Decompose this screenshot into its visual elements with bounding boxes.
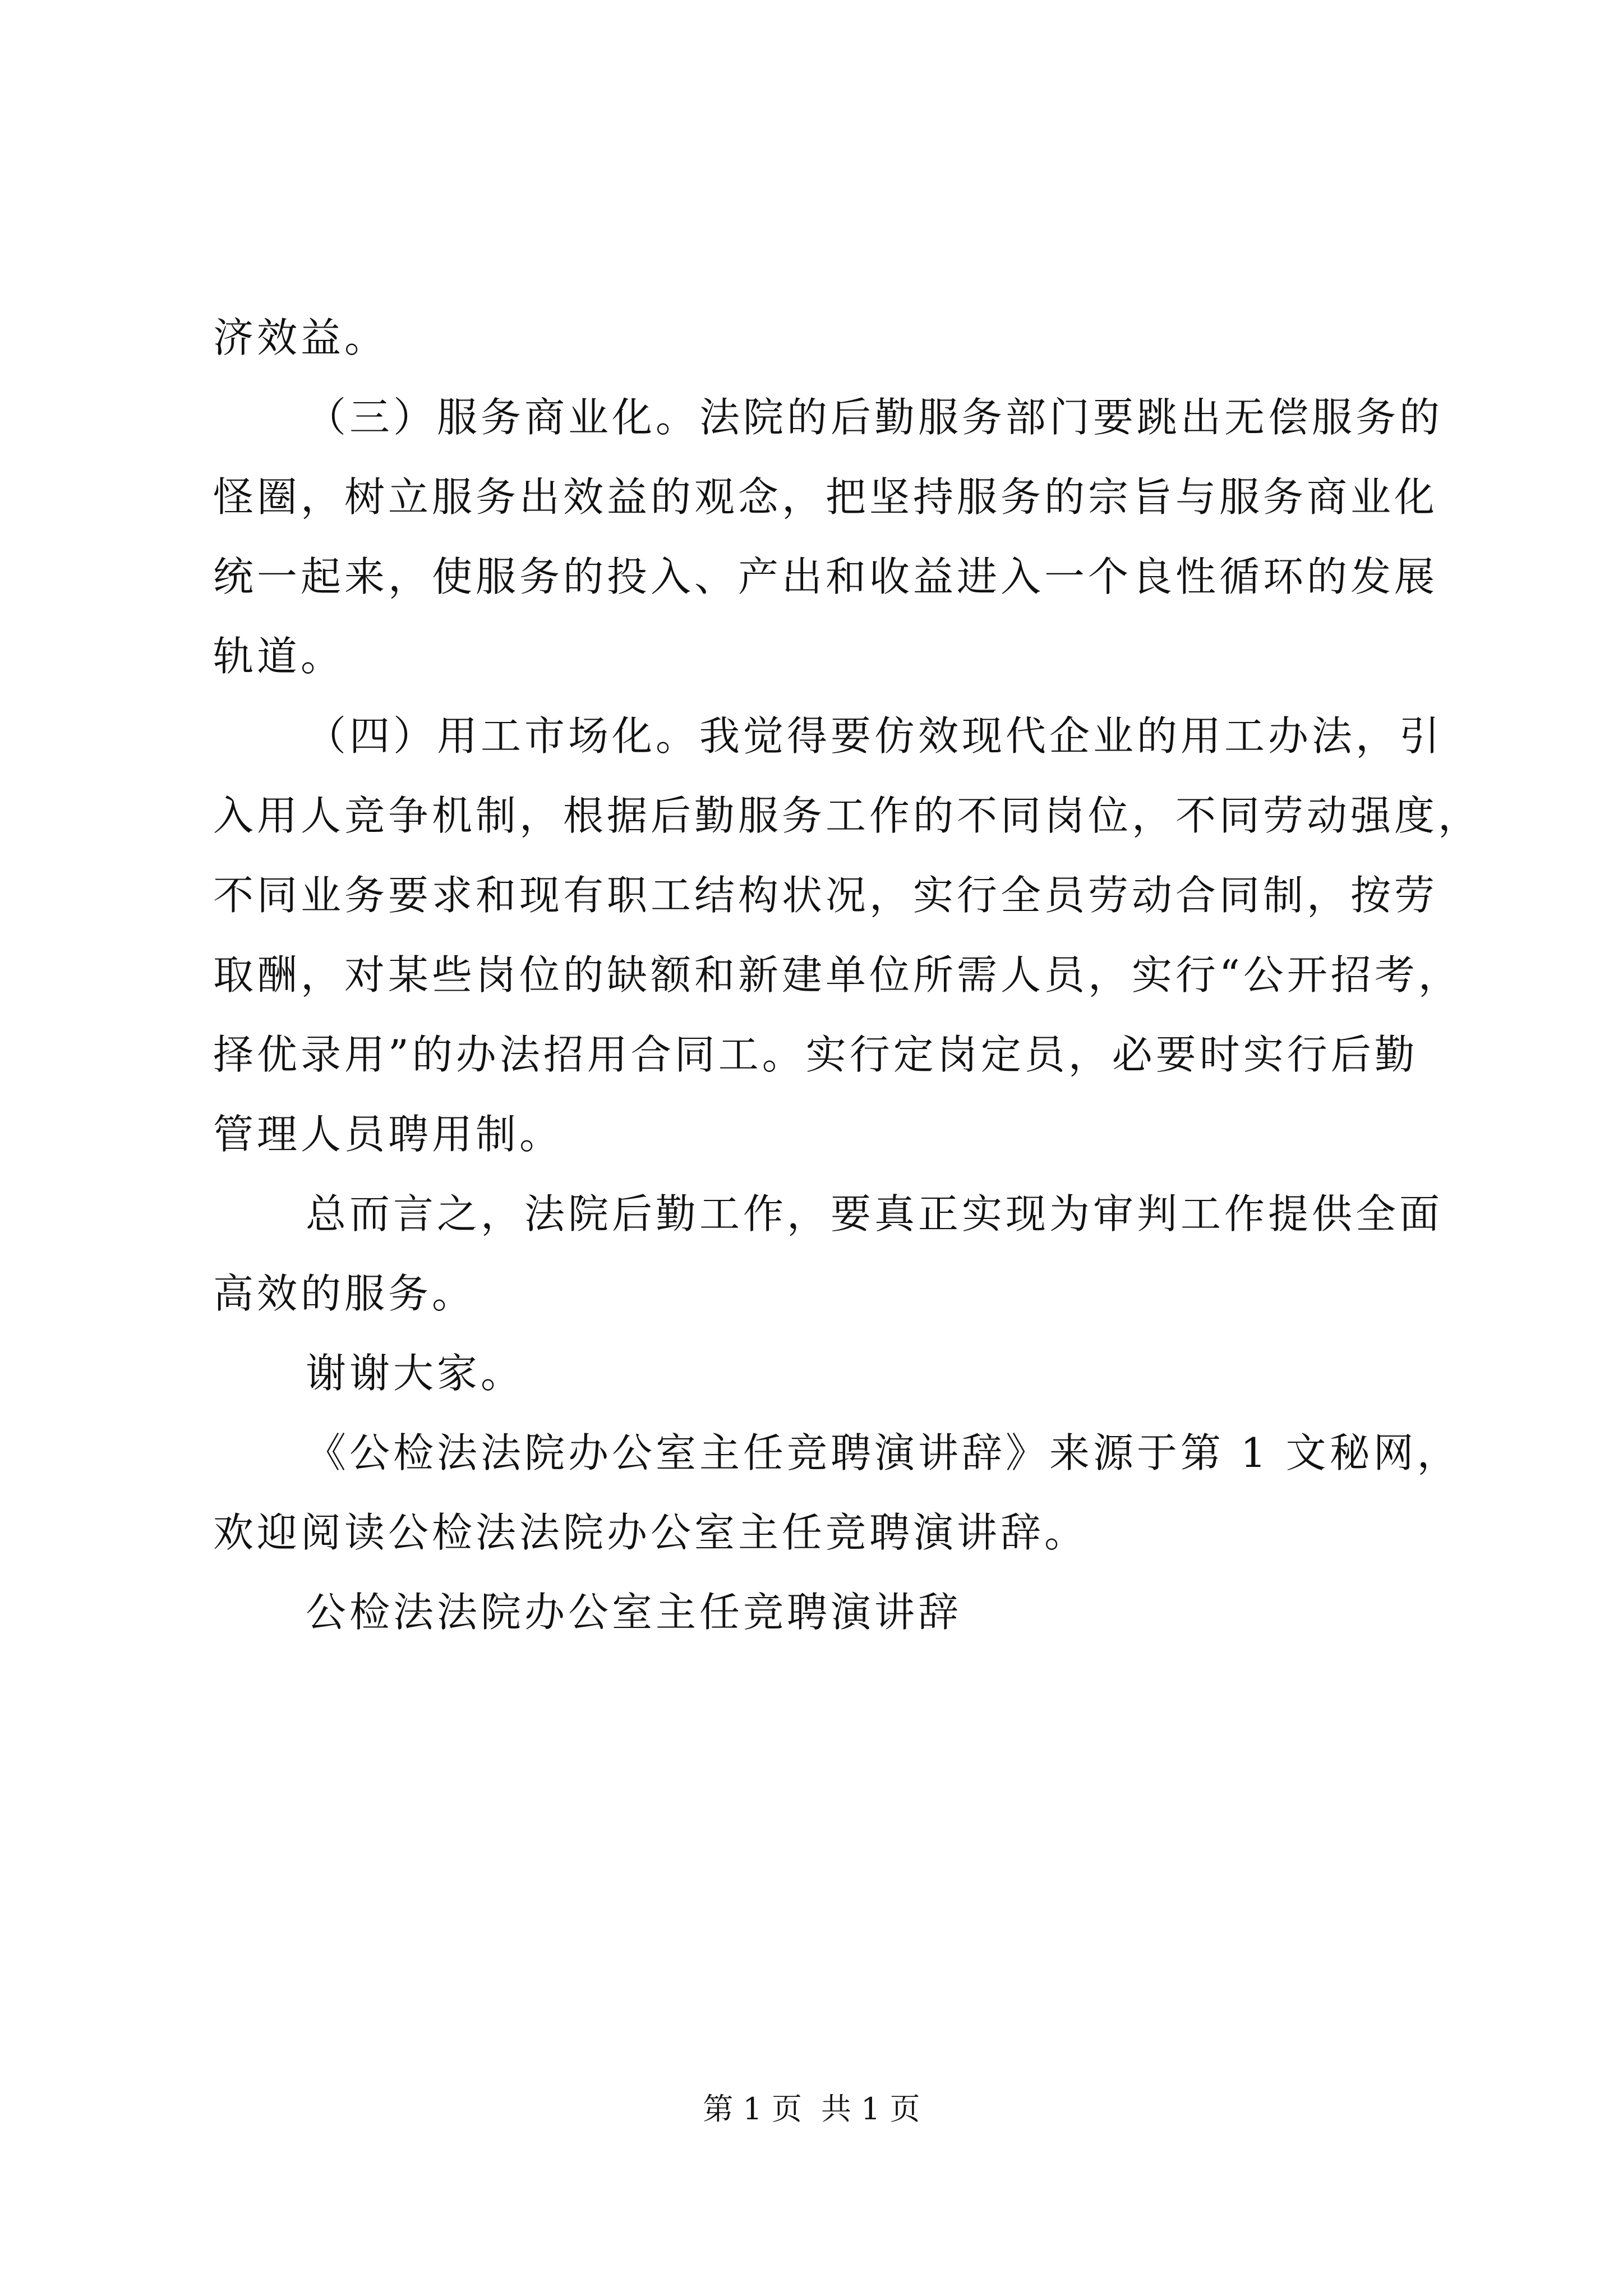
paragraph-line: 公检法法院办公室主任竞聘演讲辞 bbox=[306, 1589, 962, 1636]
paragraph-line: 济效益。 bbox=[213, 314, 389, 361]
total-pages: 共 1 页 bbox=[821, 2091, 920, 2127]
paragraph-line: 统一起来，使服务的投入、产出和收益进入一个良性循环的发展 bbox=[213, 553, 1438, 600]
paragraph-line: 择优录用”的办法招用合同工。实行定岗定员，必要时实行后勤 bbox=[213, 1031, 1418, 1078]
page-footer bbox=[0, 2090, 1623, 2129]
paragraph-line: 入用人竞争机制，根据后勤服务工作的不同岗位，不同劳动强度， bbox=[213, 792, 1482, 839]
paragraph-line: 不同业务要求和现有职工结构状况，实行全员劳动合同制，按劳 bbox=[213, 872, 1438, 919]
paragraph-line: 轨道。 bbox=[213, 633, 345, 680]
paragraph-line: 《公检法法院办公室主任竞聘演讲辞》来源于第 1 文秘网， bbox=[306, 1429, 1461, 1476]
page-number: 第 1 页 bbox=[703, 2091, 802, 2127]
paragraph-line: 取酬，对某些岗位的缺额和新建单位所需人员，实行“公开招考， bbox=[213, 951, 1462, 999]
paragraph-line: 管理人员聘用制。 bbox=[213, 1111, 564, 1158]
paragraph-line: （三）服务商业化。法院的后勤服务部门要跳出无偿服务的 bbox=[306, 394, 1444, 441]
paragraph-line: 欢迎阅读公检法法院办公室主任竞聘演讲辞。 bbox=[213, 1509, 1089, 1556]
paragraph-line: 高效的服务。 bbox=[213, 1270, 476, 1317]
paragraph-line: 总而言之，法院后勤工作，要真正实现为审判工作提供全面 bbox=[306, 1190, 1444, 1237]
paragraph-line: 怪圈，树立服务出效益的观念，把坚持服务的宗旨与服务商业化 bbox=[213, 473, 1438, 521]
paragraph-line: （四）用工市场化。我觉得要仿效现代企业的用工办法，引 bbox=[306, 712, 1444, 760]
paragraph-line: 谢谢大家。 bbox=[306, 1350, 525, 1397]
